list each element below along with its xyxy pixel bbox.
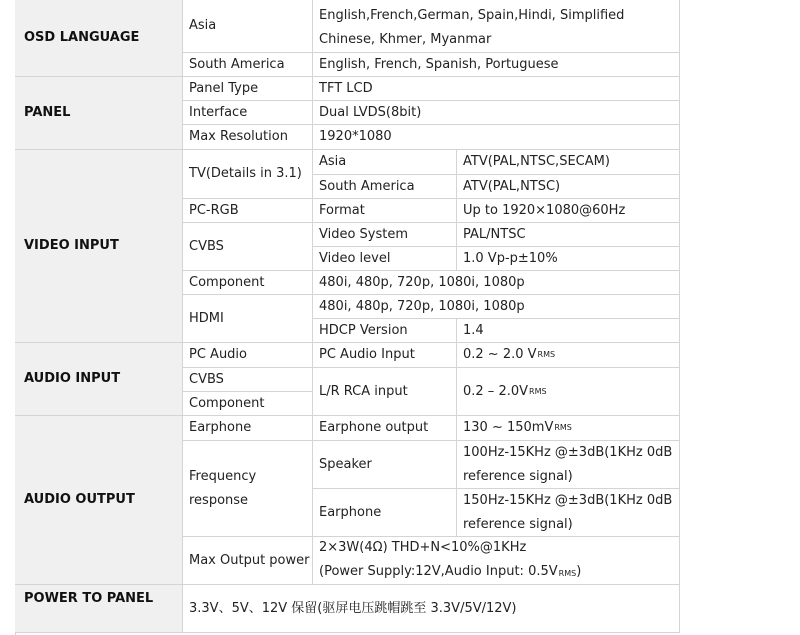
audio-pc-input-label <box>313 343 457 368</box>
osd-asia-label <box>183 0 313 53</box>
video-pcrgb-label <box>183 199 313 223</box>
cell-text: TV(Details in 3.1) <box>189 166 302 181</box>
video-component-value <box>313 271 680 295</box>
cell-text: ) <box>576 563 582 579</box>
cell-text: 0.2 ~ 2.0 V <box>463 347 537 362</box>
cell-text: South America <box>189 56 285 72</box>
audio-earphone-label <box>183 416 313 441</box>
category-label: AUDIO OUTPUT <box>24 492 135 507</box>
panel-resolution-label <box>183 125 313 150</box>
panel-resolution-value <box>313 125 680 150</box>
audio-max-power-label <box>183 537 313 585</box>
cell-text: Earphone output <box>319 420 429 435</box>
cell-text: Max Output power <box>189 552 310 568</box>
panel-type-label <box>183 77 313 101</box>
cell-text: L/R RCA input <box>319 383 408 399</box>
cell-text: South America <box>319 178 415 194</box>
audio-earphone-output-label <box>313 416 457 441</box>
cell-text: CVBS <box>189 238 224 254</box>
cell-text: 480i, 480p, 720p, 1080i, 1080p <box>319 274 525 290</box>
cell-text: TFT LCD <box>319 80 373 96</box>
cell-text: 130 ~ 150mV <box>463 420 554 435</box>
osd-south-america-label <box>183 53 313 77</box>
cell-text: Asia <box>319 154 347 169</box>
category-panel <box>15 77 183 150</box>
cell-text: English, French, Spanish, Portuguese <box>319 56 559 72</box>
cell-text: HDCP Version <box>319 322 408 338</box>
cell-text: Earphone <box>319 504 382 520</box>
category-audio-input <box>15 343 183 416</box>
category-power-to-panel <box>15 585 183 633</box>
cell-text: Frequency <box>189 468 257 484</box>
osd-south-america-value <box>313 53 680 77</box>
cell-text: Video level <box>319 250 391 266</box>
cell-text: Dual LVDS(8bit) <box>319 104 422 120</box>
video-component-label <box>183 271 313 295</box>
cell-text: Panel Type <box>189 80 259 96</box>
audio-freq-earphone-value <box>457 489 680 537</box>
video-hdmi-value <box>313 295 680 319</box>
osd-asia-value <box>313 0 680 53</box>
audio-lr-rca-label <box>313 368 457 416</box>
category-label: OSD LANGUAGE <box>24 30 140 45</box>
panel-interface-label <box>183 101 313 125</box>
audio-lr-rca-value <box>457 368 680 416</box>
cell-text: HDMI <box>189 310 224 326</box>
category-label: PANEL <box>24 105 71 120</box>
video-cvbs-level-label <box>313 247 457 271</box>
panel-interface-value <box>313 101 680 125</box>
audio-component-label <box>183 392 313 416</box>
cell-text: 3.3V、5V、12V 保留(驱屏电压跳帽跳至 3.3V/5V/12V) <box>189 600 517 616</box>
cell-text: 100Hz-15KHz @±3dB(1KHz 0dB reference signal) <box>463 445 673 484</box>
cell-text: 480i, 480p, 720p, 1080i, 1080p <box>319 298 525 314</box>
power-to-panel-value <box>183 585 680 633</box>
category-osd-language <box>15 0 183 77</box>
video-cvbs-level-value <box>457 247 680 271</box>
cell-text: Asia <box>189 18 217 33</box>
cell-text: Video System <box>319 226 409 242</box>
cell-text: 150Hz-15KHz @±3dB(1KHz 0dB reference signal) <box>463 493 673 532</box>
cell-text: PC Audio Input <box>319 347 415 362</box>
cell-text: (Power Supply:12V,Audio Input: 0.5V <box>319 563 558 579</box>
category-audio-output <box>15 416 183 585</box>
audio-freq-earphone-label <box>313 489 457 537</box>
video-cvbs-label <box>183 223 313 271</box>
video-hdcp-value <box>457 319 680 343</box>
cell-text: CVBS <box>189 371 224 387</box>
cell-text: PC-RGB <box>189 202 239 218</box>
cell-text: Speaker <box>319 456 372 472</box>
video-cvbs-system-value <box>457 223 680 247</box>
cell-text: Interface <box>189 104 248 120</box>
cell-text: English,French,German, Spain,Hindi, Simplified Chinese, Khmer, Myanmar <box>319 8 625 47</box>
rms-subscript: RMS <box>554 423 572 432</box>
category-label: VIDEO INPUT <box>24 238 119 253</box>
panel-type-value <box>313 77 680 101</box>
video-tv-label <box>183 150 313 199</box>
audio-pc-audio-label <box>183 343 313 368</box>
cell-text: Format <box>319 202 365 218</box>
category-label: AUDIO INPUT <box>24 371 121 386</box>
cell-text: Earphone <box>189 420 252 435</box>
cell-text: PC Audio <box>189 347 247 362</box>
cell-text: 0.2 – 2.0V <box>463 383 529 399</box>
audio-pc-input-value <box>457 343 680 368</box>
cell-text-line <box>319 560 581 586</box>
cell-text: 2×3W(4Ω) THD+N<10%@1KHz <box>319 539 527 555</box>
cell-text: ATV(PAL,NTSC,SECAM) <box>463 154 610 169</box>
video-hdmi-label <box>183 295 313 343</box>
cell-text: response <box>189 492 249 508</box>
audio-earphone-output-value <box>457 416 680 441</box>
audio-max-power-value <box>313 537 680 585</box>
spec-table <box>15 0 680 635</box>
rms-subscript: RMS <box>529 386 547 396</box>
cell-text: Component <box>189 274 265 290</box>
audio-speaker-label <box>313 441 457 489</box>
video-tv-sa-value <box>457 175 680 199</box>
audio-speaker-value <box>457 441 680 489</box>
video-tv-sa-label <box>313 175 457 199</box>
video-tv-asia-value <box>457 150 680 175</box>
cell-text: Component <box>189 395 265 411</box>
cell-text: 1.4 <box>463 322 484 338</box>
cell-text: 1.0 Vp-p±10% <box>463 250 558 266</box>
cell-text: PAL/NTSC <box>463 226 526 242</box>
rms-subscript: RMS <box>537 350 556 359</box>
video-pcrgb-format-value <box>457 199 680 223</box>
video-tv-asia-label <box>313 150 457 175</box>
cell-text: ATV(PAL,NTSC) <box>463 178 561 194</box>
video-hdcp-label <box>313 319 457 343</box>
cell-text: Max Resolution <box>189 129 288 144</box>
audio-cvbs-label <box>183 368 313 392</box>
category-video-input <box>15 150 183 343</box>
category-label: POWER TO PANEL <box>24 591 154 606</box>
video-cvbs-system-label <box>313 223 457 247</box>
video-pcrgb-format-label <box>313 199 457 223</box>
cell-text: Up to 1920×1080@60Hz <box>463 202 626 218</box>
rms-subscript: RMS <box>558 568 577 578</box>
cell-text: 1920*1080 <box>319 129 392 144</box>
audio-frequency-response-label <box>183 441 313 537</box>
